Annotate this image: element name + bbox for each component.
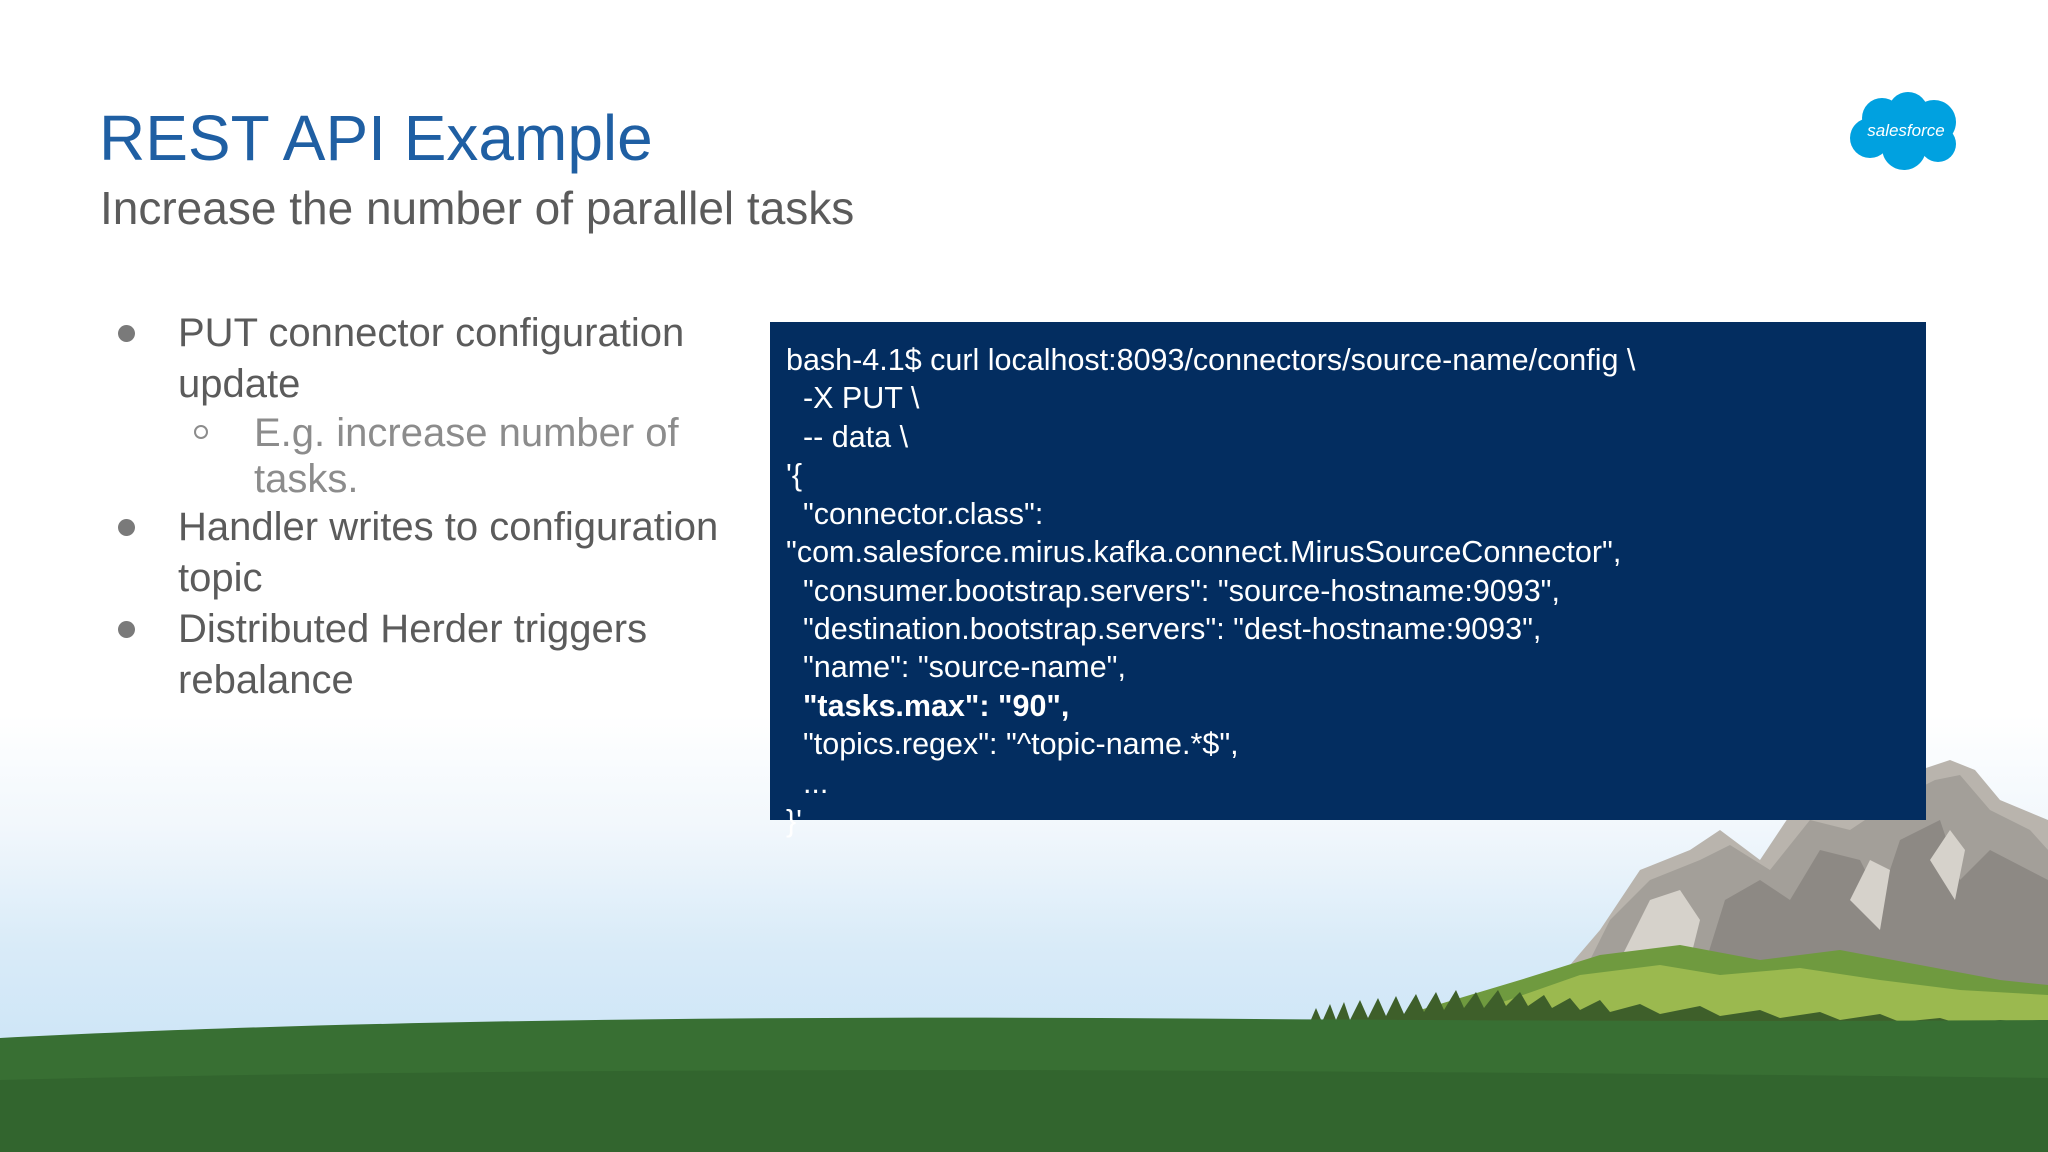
code-line: -- data \: [786, 420, 909, 454]
bullet-text: Handler writes to configuration topic: [178, 505, 719, 600]
code-line: "destination.bootstrap.servers": "dest-hostname:9093",: [786, 612, 1542, 646]
bullet-dot-icon: [118, 621, 135, 638]
code-line: }': [786, 804, 803, 838]
code-line: "com.salesforce.mirus.kafka.connect.MirusSourceConnector",: [786, 535, 1622, 569]
code-line: "consumer.bootstrap.servers": "source-hostname:9093",: [786, 574, 1560, 608]
code-line: ...: [786, 766, 829, 800]
bullet-item: [110, 308, 730, 502]
code-line: "name": "source-name",: [786, 650, 1126, 684]
bullet-dot-icon: [118, 325, 135, 342]
bullet-text: PUT connector configuration update: [178, 311, 685, 406]
meadow-dark: [0, 1070, 2048, 1152]
code-line: "connector.class":: [786, 497, 1044, 531]
code-line: -X PUT \: [786, 381, 920, 415]
slide-title: REST API Example: [99, 102, 653, 174]
salesforce-logo: [1848, 92, 1964, 172]
sub-bullet-item: [110, 410, 730, 502]
hollow-circle-icon: [194, 425, 208, 439]
sub-bullet-list: [178, 410, 730, 502]
code-line-highlighted: "tasks.max": "90",: [786, 689, 1070, 723]
bullet-item: [110, 502, 730, 604]
bullet-list: [110, 308, 730, 706]
bullet-text: Distributed Herder triggers rebalance: [178, 607, 648, 702]
bullet-item: [110, 604, 730, 706]
code-line: bash-4.1$ curl localhost:8093/connectors/source-name/config \: [786, 343, 1636, 377]
code-block: [770, 322, 1926, 838]
code-line: '{: [786, 458, 803, 492]
slide-subtitle: Increase the number of parallel tasks: [100, 182, 855, 234]
bullet-dot-icon: [118, 519, 135, 536]
logo-text: salesforce: [1867, 121, 1945, 140]
sub-bullet-text: E.g. increase number of tasks.: [254, 411, 679, 501]
code-line: "topics.regex": "^topic-name.*$",: [786, 727, 1239, 761]
